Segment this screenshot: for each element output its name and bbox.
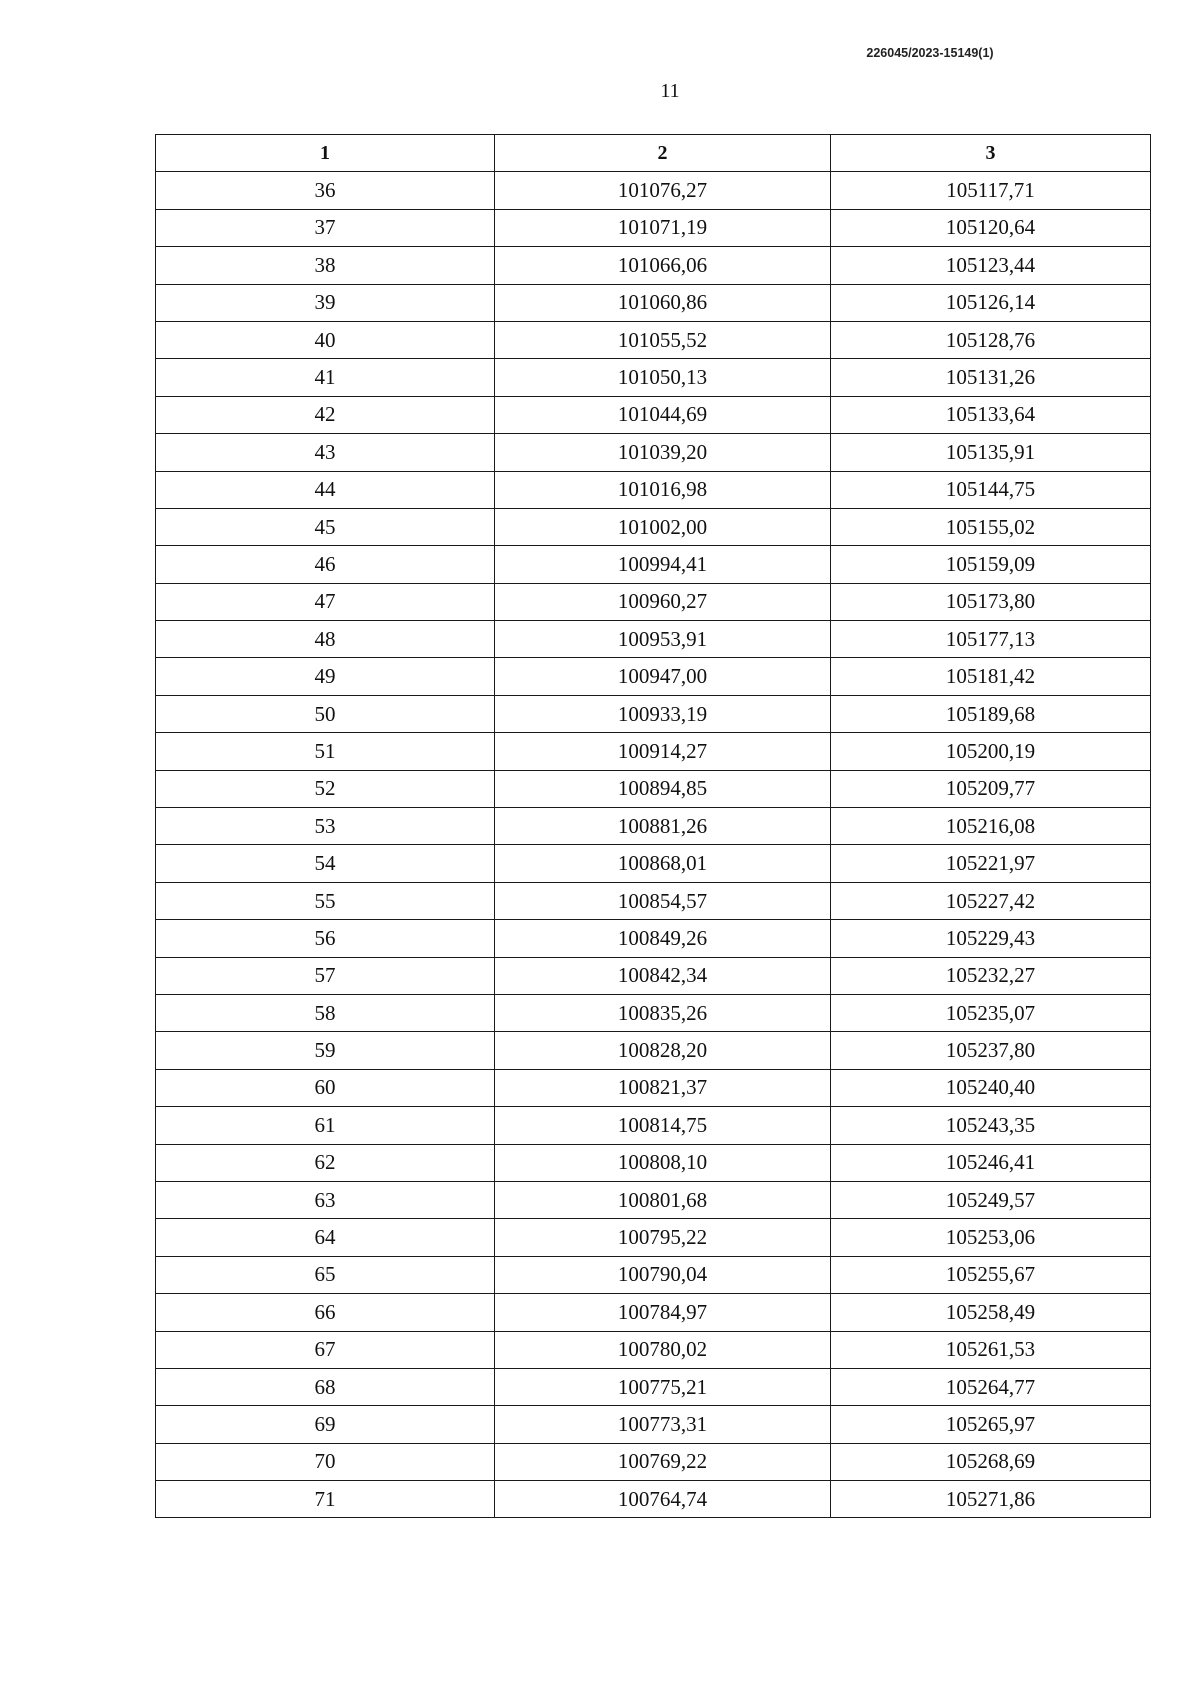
- y-coordinate-cell: 105135,91: [831, 434, 1151, 471]
- table-row: [156, 882, 1151, 919]
- table-row: [156, 434, 1151, 471]
- point-number-cell: 58: [156, 994, 495, 1031]
- table-row: [156, 733, 1151, 770]
- point-number-cell: 67: [156, 1331, 495, 1368]
- x-coordinate-cell: 100994,41: [495, 546, 831, 583]
- x-coordinate-cell: 100780,02: [495, 1331, 831, 1368]
- y-coordinate-cell: 105243,35: [831, 1107, 1151, 1144]
- column-header-1: 1: [156, 135, 495, 172]
- x-coordinate-cell: 100828,20: [495, 1032, 831, 1069]
- point-number-cell: 53: [156, 808, 495, 845]
- point-number-cell: 40: [156, 321, 495, 358]
- table-row: [156, 1107, 1151, 1144]
- y-coordinate-cell: 105227,42: [831, 882, 1151, 919]
- y-coordinate-cell: 105221,97: [831, 845, 1151, 882]
- point-number-cell: 41: [156, 359, 495, 396]
- point-number-cell: 71: [156, 1481, 495, 1518]
- x-coordinate-cell: 100784,97: [495, 1294, 831, 1331]
- x-coordinate-cell: 101066,06: [495, 247, 831, 284]
- table-row: [156, 359, 1151, 396]
- point-number-cell: 37: [156, 209, 495, 246]
- y-coordinate-cell: 105271,86: [831, 1481, 1151, 1518]
- table-row: [156, 920, 1151, 957]
- y-coordinate-cell: 105240,40: [831, 1069, 1151, 1106]
- point-number-cell: 60: [156, 1069, 495, 1106]
- x-coordinate-cell: 100854,57: [495, 882, 831, 919]
- table-header-row: [156, 135, 1151, 172]
- y-coordinate-cell: 105177,13: [831, 621, 1151, 658]
- y-coordinate-cell: 105126,14: [831, 284, 1151, 321]
- table-row: [156, 284, 1151, 321]
- x-coordinate-cell: 100773,31: [495, 1406, 831, 1443]
- x-coordinate-cell: 100960,27: [495, 583, 831, 620]
- point-number-cell: 66: [156, 1294, 495, 1331]
- y-coordinate-cell: 105117,71: [831, 172, 1151, 209]
- y-coordinate-cell: 105246,41: [831, 1144, 1151, 1181]
- y-coordinate-cell: 105200,19: [831, 733, 1151, 770]
- y-coordinate-cell: 105237,80: [831, 1032, 1151, 1069]
- x-coordinate-cell: 100775,21: [495, 1368, 831, 1405]
- y-coordinate-cell: 105229,43: [831, 920, 1151, 957]
- y-coordinate-cell: 105258,49: [831, 1294, 1151, 1331]
- table-row: [156, 209, 1151, 246]
- x-coordinate-cell: 101055,52: [495, 321, 831, 358]
- x-coordinate-cell: 100947,00: [495, 658, 831, 695]
- point-number-cell: 51: [156, 733, 495, 770]
- x-coordinate-cell: 101076,27: [495, 172, 831, 209]
- point-number-cell: 52: [156, 770, 495, 807]
- point-number-cell: 70: [156, 1443, 495, 1480]
- point-number-cell: 46: [156, 546, 495, 583]
- y-coordinate-cell: 105232,27: [831, 957, 1151, 994]
- x-coordinate-cell: 101044,69: [495, 396, 831, 433]
- table-row: [156, 770, 1151, 807]
- x-coordinate-cell: 101016,98: [495, 471, 831, 508]
- point-number-cell: 69: [156, 1406, 495, 1443]
- x-coordinate-cell: 100849,26: [495, 920, 831, 957]
- y-coordinate-cell: 105120,64: [831, 209, 1151, 246]
- point-number-cell: 39: [156, 284, 495, 321]
- x-coordinate-cell: 101039,20: [495, 434, 831, 471]
- table-row: [156, 1368, 1151, 1405]
- x-coordinate-cell: 100814,75: [495, 1107, 831, 1144]
- table-row: [156, 621, 1151, 658]
- y-coordinate-cell: 105189,68: [831, 695, 1151, 732]
- point-number-cell: 68: [156, 1368, 495, 1405]
- table-row: [156, 396, 1151, 433]
- table-row: [156, 1481, 1151, 1518]
- point-number-cell: 42: [156, 396, 495, 433]
- coordinates-table: [155, 134, 1151, 1518]
- point-number-cell: 45: [156, 508, 495, 545]
- point-number-cell: 59: [156, 1032, 495, 1069]
- point-number-cell: 56: [156, 920, 495, 957]
- table-row: [156, 845, 1151, 882]
- table-row: [156, 1181, 1151, 1218]
- x-coordinate-cell: 100933,19: [495, 695, 831, 732]
- x-coordinate-cell: 100808,10: [495, 1144, 831, 1181]
- point-number-cell: 49: [156, 658, 495, 695]
- table-row: [156, 1294, 1151, 1331]
- table-row: [156, 658, 1151, 695]
- x-coordinate-cell: 101071,19: [495, 209, 831, 246]
- x-coordinate-cell: 100769,22: [495, 1443, 831, 1480]
- point-number-cell: 44: [156, 471, 495, 508]
- y-coordinate-cell: 105159,09: [831, 546, 1151, 583]
- point-number-cell: 47: [156, 583, 495, 620]
- table-row: [156, 471, 1151, 508]
- x-coordinate-cell: 100894,85: [495, 770, 831, 807]
- point-number-cell: 55: [156, 882, 495, 919]
- x-coordinate-cell: 100953,91: [495, 621, 831, 658]
- table-row: [156, 1443, 1151, 1480]
- table-row: [156, 695, 1151, 732]
- table-row: [156, 1219, 1151, 1256]
- point-number-cell: 54: [156, 845, 495, 882]
- point-number-cell: 36: [156, 172, 495, 209]
- point-number-cell: 57: [156, 957, 495, 994]
- x-coordinate-cell: 100764,74: [495, 1481, 831, 1518]
- y-coordinate-cell: 105235,07: [831, 994, 1151, 1031]
- x-coordinate-cell: 100881,26: [495, 808, 831, 845]
- y-coordinate-cell: 105264,77: [831, 1368, 1151, 1405]
- y-coordinate-cell: 105155,02: [831, 508, 1151, 545]
- table-row: [156, 583, 1151, 620]
- x-coordinate-cell: 101060,86: [495, 284, 831, 321]
- table-row: [156, 1331, 1151, 1368]
- y-coordinate-cell: 105268,69: [831, 1443, 1151, 1480]
- table-row: [156, 808, 1151, 845]
- column-header-2: 2: [495, 135, 831, 172]
- y-coordinate-cell: 105131,26: [831, 359, 1151, 396]
- y-coordinate-cell: 105209,77: [831, 770, 1151, 807]
- x-coordinate-cell: 100835,26: [495, 994, 831, 1031]
- table-row: [156, 994, 1151, 1031]
- point-number-cell: 64: [156, 1219, 495, 1256]
- point-number-cell: 62: [156, 1144, 495, 1181]
- point-number-cell: 43: [156, 434, 495, 471]
- table-row: [156, 508, 1151, 545]
- point-number-cell: 65: [156, 1256, 495, 1293]
- table-row: [156, 546, 1151, 583]
- column-header-3: 3: [831, 135, 1151, 172]
- x-coordinate-cell: 101002,00: [495, 508, 831, 545]
- table-row: [156, 1144, 1151, 1181]
- y-coordinate-cell: 105144,75: [831, 471, 1151, 508]
- y-coordinate-cell: 105249,57: [831, 1181, 1151, 1218]
- x-coordinate-cell: 100790,04: [495, 1256, 831, 1293]
- y-coordinate-cell: 105173,80: [831, 583, 1151, 620]
- document-reference-number: 226045/2023-15149(1): [866, 46, 994, 60]
- point-number-cell: 38: [156, 247, 495, 284]
- y-coordinate-cell: 105181,42: [831, 658, 1151, 695]
- table-row: [156, 172, 1151, 209]
- point-number-cell: 50: [156, 695, 495, 732]
- x-coordinate-cell: 100795,22: [495, 1219, 831, 1256]
- y-coordinate-cell: 105123,44: [831, 247, 1151, 284]
- y-coordinate-cell: 105216,08: [831, 808, 1151, 845]
- table-row: [156, 1406, 1151, 1443]
- table-row: [156, 957, 1151, 994]
- y-coordinate-cell: 105261,53: [831, 1331, 1151, 1368]
- y-coordinate-cell: 105133,64: [831, 396, 1151, 433]
- point-number-cell: 61: [156, 1107, 495, 1144]
- x-coordinate-cell: 100821,37: [495, 1069, 831, 1106]
- y-coordinate-cell: 105128,76: [831, 321, 1151, 358]
- x-coordinate-cell: 100801,68: [495, 1181, 831, 1218]
- x-coordinate-cell: 100914,27: [495, 733, 831, 770]
- table-row: [156, 1256, 1151, 1293]
- table-row: [156, 1032, 1151, 1069]
- page-number: 11: [660, 80, 680, 102]
- point-number-cell: 48: [156, 621, 495, 658]
- table-row: [156, 1069, 1151, 1106]
- table-body: [156, 172, 1151, 1518]
- table-row: [156, 321, 1151, 358]
- point-number-cell: 63: [156, 1181, 495, 1218]
- x-coordinate-cell: 101050,13: [495, 359, 831, 396]
- x-coordinate-cell: 100868,01: [495, 845, 831, 882]
- x-coordinate-cell: 100842,34: [495, 957, 831, 994]
- table-row: [156, 247, 1151, 284]
- y-coordinate-cell: 105255,67: [831, 1256, 1151, 1293]
- y-coordinate-cell: 105253,06: [831, 1219, 1151, 1256]
- y-coordinate-cell: 105265,97: [831, 1406, 1151, 1443]
